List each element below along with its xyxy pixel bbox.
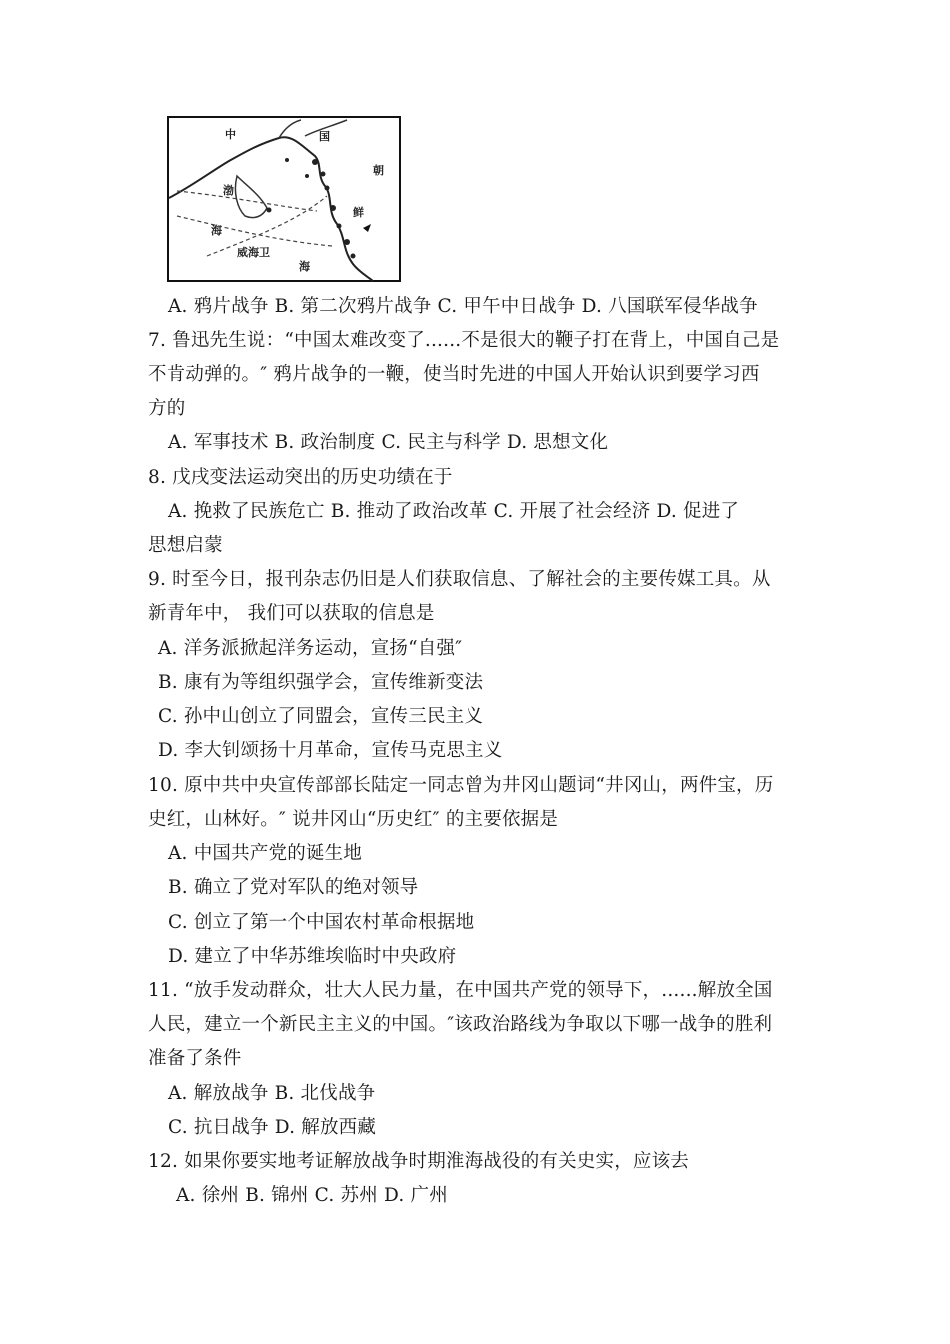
q7-stem-line-2: 不肯动弹的。″ 鸦片战争的一鞭，使当时先进的中国人开始认识到要学习西 [148,364,760,385]
q11-stem-line-1: 11. “放手发动群众，壮大人民力量，在中国共产党的领导下，......解放全国 [148,980,773,1001]
q12-stem: 12. 如果你要实地考证解放战争时期淮海战役的有关史实，应该去 [148,1151,690,1172]
q12-options: A. 徐州 B. 锦州 C. 苏州 D. 广州 [176,1185,448,1206]
map-label-hai: 海 [211,224,222,237]
q6-options: A. 鸦片战争 B. 第二次鸦片战争 C. 甲午中日战争 D. 八国联军侵华战争 [168,296,758,317]
q10-stem-line-1: 10. 原中共中央宣传部部长陆定一同志曾为井冈山题词“井冈山，两件宝，历 [148,775,774,796]
q8-options-line-1: A. 挽救了民族危亡 B. 推动了政治改革 C. 开展了社会经济 D. 促进了 [168,501,740,522]
q7-options: A. 军事技术 B. 政治制度 C. 民主与科学 D. 思想文化 [168,432,609,453]
q10-option-a: A. 中国共产党的诞生地 [168,843,363,864]
q9-option-b: B. 康有为等组织强学会，宣传维新变法 [158,672,484,693]
map-label-guo: 国 [319,130,330,143]
q8-stem: 8. 戊戌变法运动突出的历史功绩在于 [148,467,453,488]
map-drawing [167,116,401,282]
map-label-hai-2: 海 [299,260,310,273]
map-label-chao: 朝 [373,164,384,177]
q11-options-line-1: A. 解放战争 B. 北伐战争 [168,1083,376,1104]
q9-option-c: C. 孙中山创立了同盟会，宣传三民主义 [158,706,484,727]
map-label-xian: 鲜 [353,206,364,219]
q7-stem-line-3: 方的 [148,398,186,419]
q10-option-c: C. 创立了第一个中国农村革命根据地 [168,912,475,933]
q10-option-d: D. 建立了中华苏维埃临时中央政府 [168,946,457,967]
q9-option-a: A. 洋务派掀起洋务运动，宣扬“自强″ [158,638,463,659]
q10-option-b: B. 确立了党对军队的绝对领导 [168,877,419,898]
q8-options-line-2: 思想启蒙 [148,535,223,556]
battle-map-figure [167,116,401,282]
q9-stem-line-1: 9. 时至今日，报刊杂志仍旧是人们获取信息、了解社会的主要传媒工具。从 [148,569,771,590]
q9-option-d: D. 李大钊颂扬十月革命，宣传马克思主义 [158,740,503,761]
q9-stem-line-2: 新青年中， 我们可以获取的信息是 [148,603,435,624]
q10-stem-line-2: 史红，山林好。″ 说井冈山“历史红″ 的主要依据是 [148,809,559,830]
q11-stem-line-3: 准备了条件 [148,1048,242,1069]
q7-stem-line-1: 7. 鲁迅先生说：“中国太难改变了......不是很大的鞭子打在背上，中国自己是 [148,330,780,351]
q11-options-line-2: C. 抗日战争 D. 解放西藏 [168,1117,377,1138]
map-label-weihaiwei: 威海卫 [237,246,270,259]
map-label-bo: 渤 [223,184,234,197]
q11-stem-line-2: 人民，建立一个新民主主义的中国。″该政治路线为争取以下哪一战争的胜利 [148,1014,773,1035]
map-label-zhong: 中 [225,128,236,141]
